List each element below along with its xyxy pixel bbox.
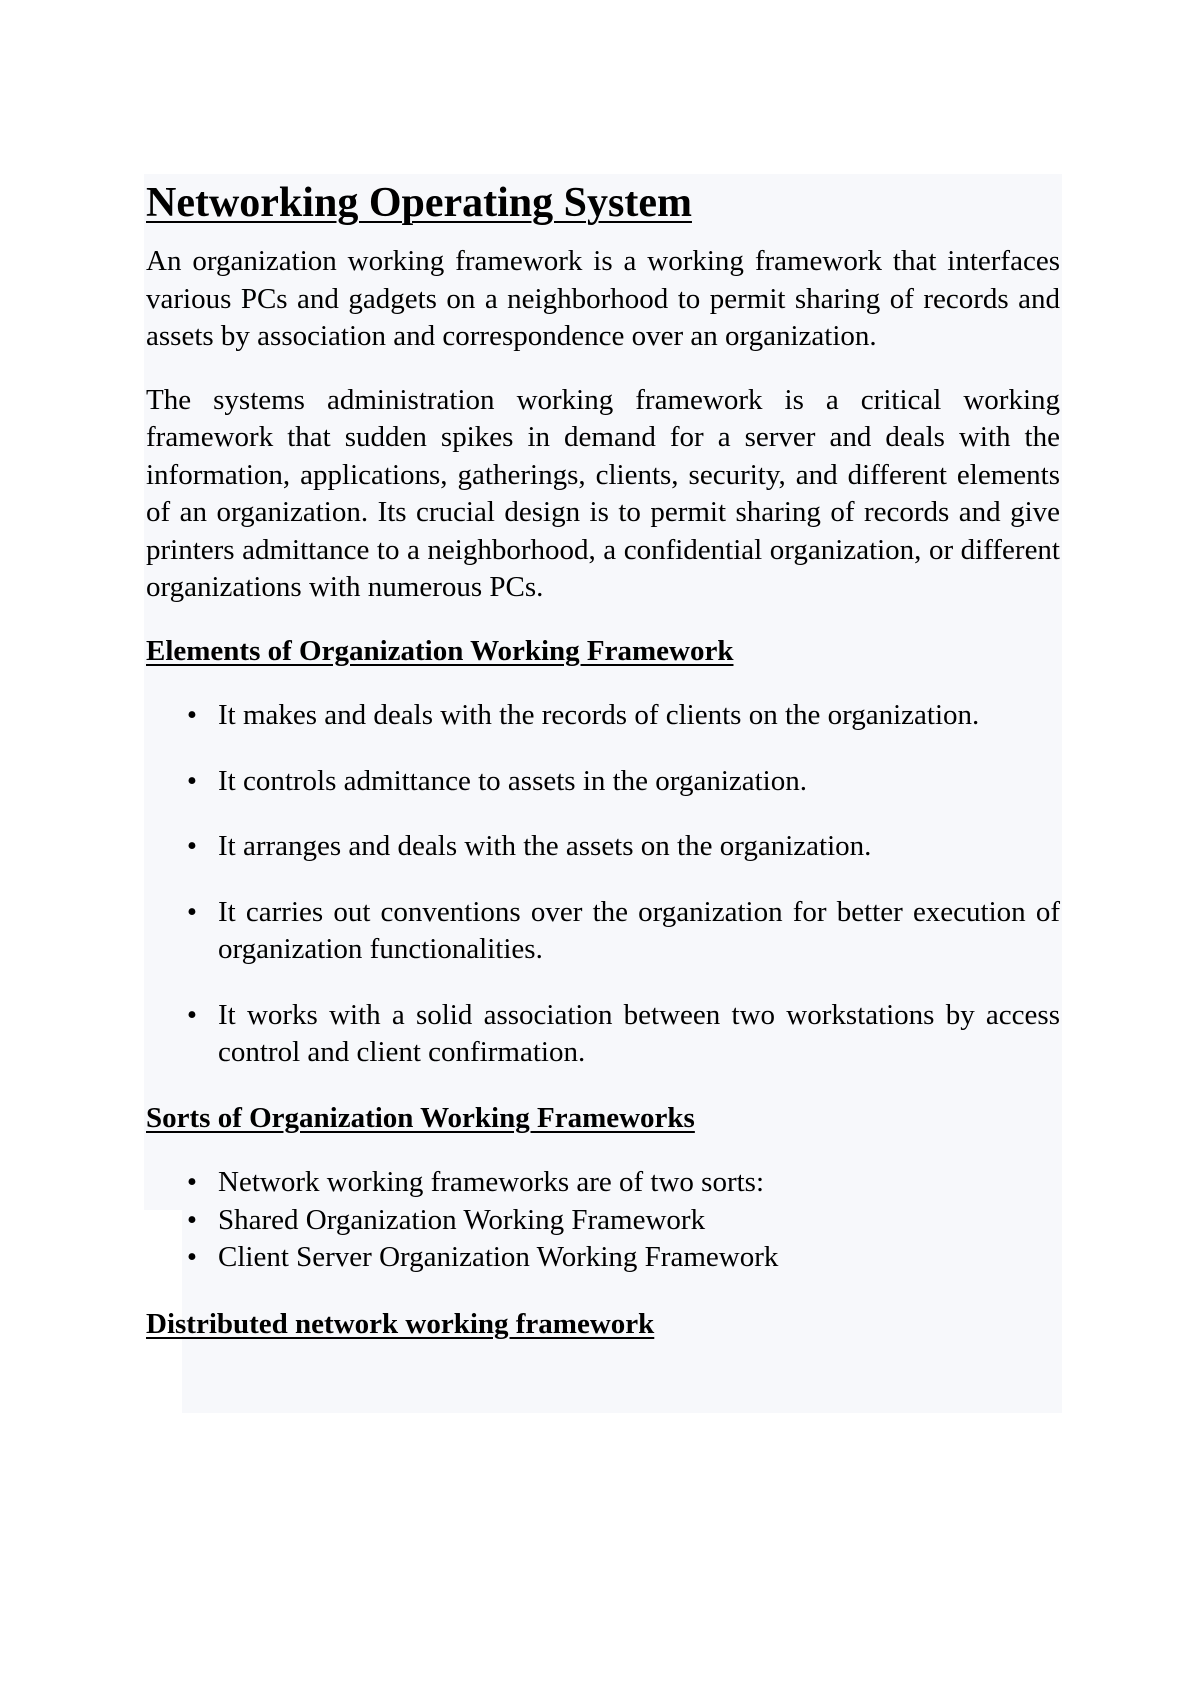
list-item <box>146 1239 1060 1277</box>
sorts-list <box>146 1164 1060 1277</box>
list-item <box>146 697 1060 735</box>
elements-heading: Elements of Organization Working Framework <box>146 634 734 667</box>
list-item-text: It makes and deals with the records of clients on the organization. <box>218 699 980 731</box>
list-item-text: Network working frameworks are of two sorts: <box>218 1166 765 1198</box>
document-content <box>146 176 1060 1370</box>
bullet-icon: • <box>186 764 198 797</box>
list-item-text: It arranges and deals with the assets on the organization. <box>218 830 872 862</box>
distributed-heading: Distributed network working framework <box>146 1307 655 1340</box>
elements-list <box>146 697 1060 1072</box>
list-item <box>146 828 1060 866</box>
list-item <box>146 1164 1060 1202</box>
bullet-icon: • <box>186 830 198 862</box>
bullet-icon: • <box>186 895 198 928</box>
list-item <box>146 997 1060 1072</box>
bullet-icon: • <box>186 1166 198 1198</box>
list-item-text: It carries out conventions over the organization for better execution of organization functionalities. <box>218 895 1060 965</box>
bullet-icon: • <box>186 998 198 1031</box>
document-title: Networking Operating System <box>146 180 692 226</box>
list-item-text: It controls admittance to assets in the organization. <box>218 764 807 797</box>
description-paragraph: The systems administration working framework is a critical working framework that sudden spikes in demand for a server and deals with the information, applications, gatherings, clients, security, and different elements of an organization. Its crucial design is to permit sharing of records and give printers admittance to a neighborhood, a confidential organization, or different organizations with numerous PCs. <box>146 383 1060 603</box>
list-item-text: It works with a solid association between two workstations by access control and client confirmation. <box>218 998 1060 1068</box>
list-item <box>146 763 1060 801</box>
bullet-icon: • <box>186 1203 198 1236</box>
bullet-icon: • <box>186 1241 198 1273</box>
list-item-text: Client Server Organization Working Framework <box>218 1241 779 1273</box>
bullet-icon: • <box>186 699 198 731</box>
sorts-heading: Sorts of Organization Working Frameworks <box>146 1101 695 1134</box>
list-item <box>146 1202 1060 1240</box>
list-item <box>146 894 1060 969</box>
intro-paragraph: An organization working framework is a working framework that interfaces various PCs and gadgets on a neighborhood to permit sharing of records and assets by association and correspondence over an organization. <box>146 245 1060 352</box>
list-item-text: Shared Organization Working Framework <box>218 1203 706 1236</box>
